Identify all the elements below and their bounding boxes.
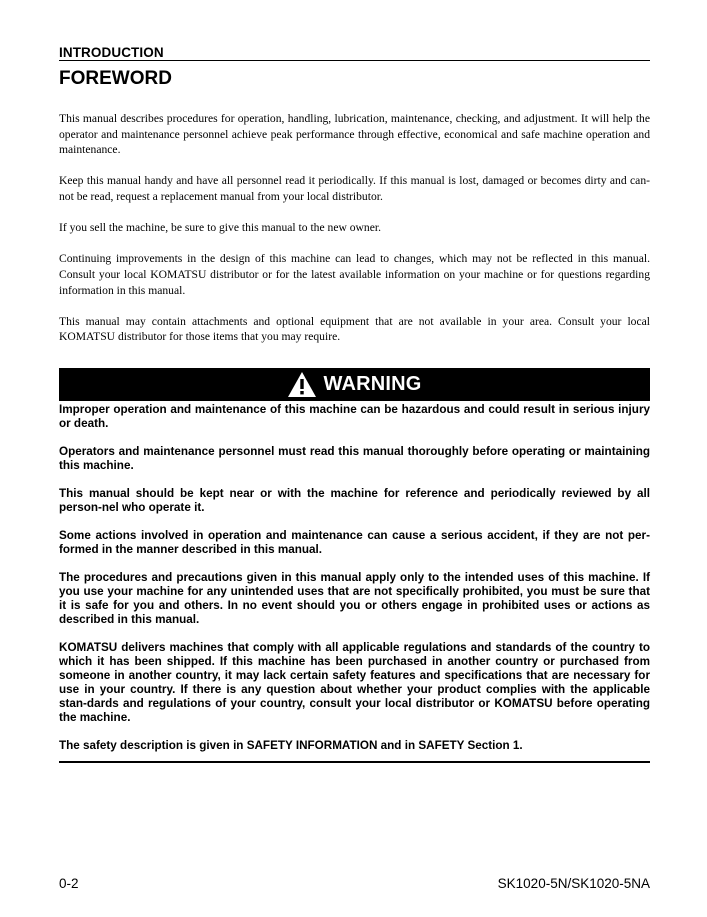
intro-text	[59, 111, 650, 361]
model-number: SK1020-5N/SK1020-5NA	[497, 876, 650, 891]
intro-paragraph: This manual describes procedures for operation, handling, lubrication, maintenance, checking, and adjustment. It will help the operator and maintenance personnel achieve peak performance through effective, economical and safe machine operation and maintenance.	[59, 112, 650, 157]
warning-paragraph: KOMATSU delivers machines that comply with all applicable regulations and standards of the country to which it has been shipped. If this machine has been purchased in another country or purchased from someone in another country, it may lack certain safety features and specifications that are necessary for use in your country. If there is any question about whether your product complies with the applicable stan-dards and regulations of your country, consult your local distributor or KOMATSU before operating the machine.	[59, 641, 650, 724]
intro-paragraph: Continuing improvements in the design of this machine can lead to changes, which may not be reflected in this manual. Consult your local KOMATSU distributor or for the latest available information on your machine or for questions regarding information in this manual.	[59, 252, 650, 297]
intro-paragraph: If you sell the machine, be sure to give this manual to the new owner.	[59, 221, 381, 235]
warning-paragraph: Operators and maintenance personnel must read this manual thoroughly before operating or maintaining this machine.	[59, 445, 650, 472]
warning-paragraph: Some actions involved in operation and maintenance can cause a serious accident, if they are not per-formed in the manner described in this manual.	[59, 529, 650, 556]
page-number: 0-2	[59, 876, 79, 891]
warning-text	[59, 403, 650, 767]
intro-paragraph: Keep this manual handy and have all personnel read it periodically. If this manual is lost, damaged or becomes dirty and can-not be read, request a replacement manual from your local distributor.	[59, 174, 650, 203]
section-label: INTRODUCTION	[59, 45, 164, 60]
warning-paragraph: Improper operation and maintenance of this machine can be hazardous and could result in serious injury or death.	[59, 403, 650, 430]
intro-paragraph: This manual may contain attachments and optional equipment that are not available in your area. Consult your local KOMATSU distributor for those items that you may require.	[59, 314, 650, 344]
warning-triangle-icon	[287, 371, 317, 398]
warning-paragraph: This manual should be kept near or with the machine for reference and periodically reviewed by all person-nel who operate it.	[59, 487, 650, 514]
warning-end-rule	[59, 761, 650, 763]
warning-paragraph: The procedures and precautions given in this manual apply only to the intended uses of this machine. If you use your machine for any unintended uses that are not specifically prohibited, you must be sure that it is safe for you and others. In no event should you or others engage in prohibited uses or actions as described in this manual.	[59, 571, 650, 626]
warning-banner	[59, 368, 650, 401]
manual-page	[59, 0, 650, 917]
page-title: FOREWORD	[59, 68, 172, 89]
header-rule	[59, 60, 650, 61]
warning-title: WARNING	[323, 373, 422, 395]
warning-paragraph: The safety description is given in SAFETY INFORMATION and in SAFETY Section 1.	[59, 739, 523, 752]
